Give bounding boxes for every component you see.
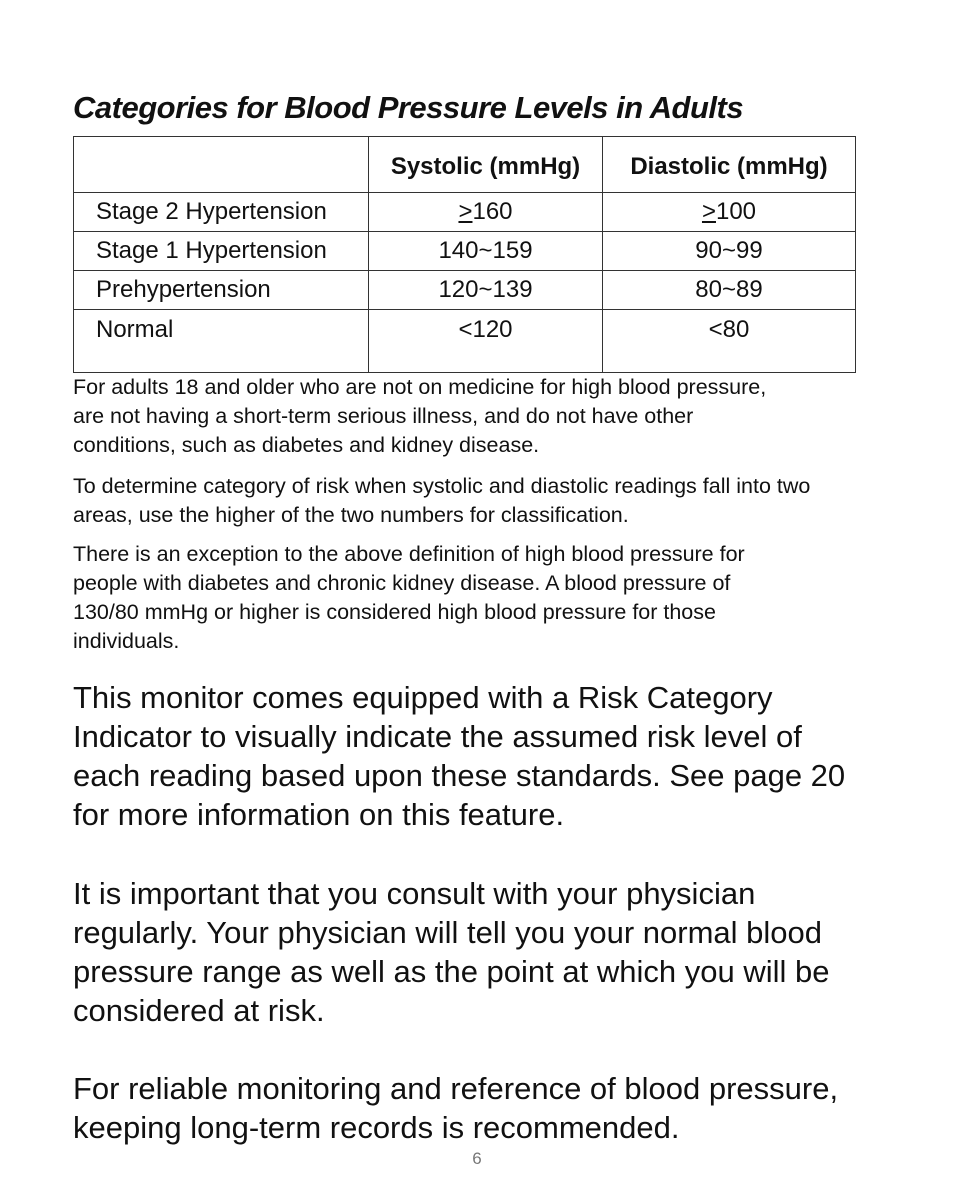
paragraph-long-term-records: For reliable monitoring and reference of blood pressure, keeping long-term records is recommended. [73,1071,839,1145]
systolic-cell: 140~159 [369,232,603,271]
note-classification-rule: To determine category of risk when systolic and diastolic readings fall into two areas, use the higher of the two numbers for classification. [73,474,811,527]
diastolic-cell [603,193,856,232]
table-row [74,193,856,232]
diastolic-cell: 90~99 [603,232,856,271]
category-cell: Normal [74,310,369,373]
greater-equal-symbol: > [701,198,716,225]
category-cell: Stage 1 Hypertension [74,232,369,271]
table-row [74,271,856,310]
page-number: 6 [472,1149,482,1168]
systolic-value: 160 [472,198,513,225]
table-header-systolic: Systolic (mmHg) [369,137,603,193]
page-title: Categories for Blood Pressure Levels in Adults [73,90,744,125]
category-cell: Stage 2 Hypertension [74,193,369,232]
paragraph-risk-indicator: This monitor comes equipped with a Risk Category Indicator to visually indicate the assumed risk level of each reading based upon these standards. See page 20 for more information on this feature. [73,680,846,832]
table-header-diastolic: Diastolic (mmHg) [603,137,856,193]
greater-equal-symbol: > [458,198,473,225]
table-header-category [74,137,369,193]
paragraph-consult-physician: It is important that you consult with your physician regularly. Your physician will tell you your normal blood pressure range as well as the point at which you will be considered at risk. [73,876,830,1028]
blood-pressure-table [73,136,856,373]
table-row [74,232,856,271]
note-adult-criteria: For adults 18 and older who are not on medicine for high blood pressure, are not having a short-term serious illness, and do not have other conditions, such as diabetes and kidney disease. [73,375,767,457]
systolic-cell: 120~139 [369,271,603,310]
note-exception: There is an exception to the above definition of high blood pressure for people with diabetes and chronic kidney disease. A blood pressure of 130/80 mmHg or higher is considered high blood pressure for those individuals. [73,542,745,653]
systolic-cell [369,193,603,232]
diastolic-value: 100 [715,198,757,225]
category-cell: Prehypertension [74,271,369,310]
table-row [74,310,856,373]
diastolic-cell: 80~89 [603,271,856,310]
systolic-cell: <120 [369,310,603,373]
diastolic-cell: <80 [603,310,856,373]
table-header-row [74,137,856,193]
